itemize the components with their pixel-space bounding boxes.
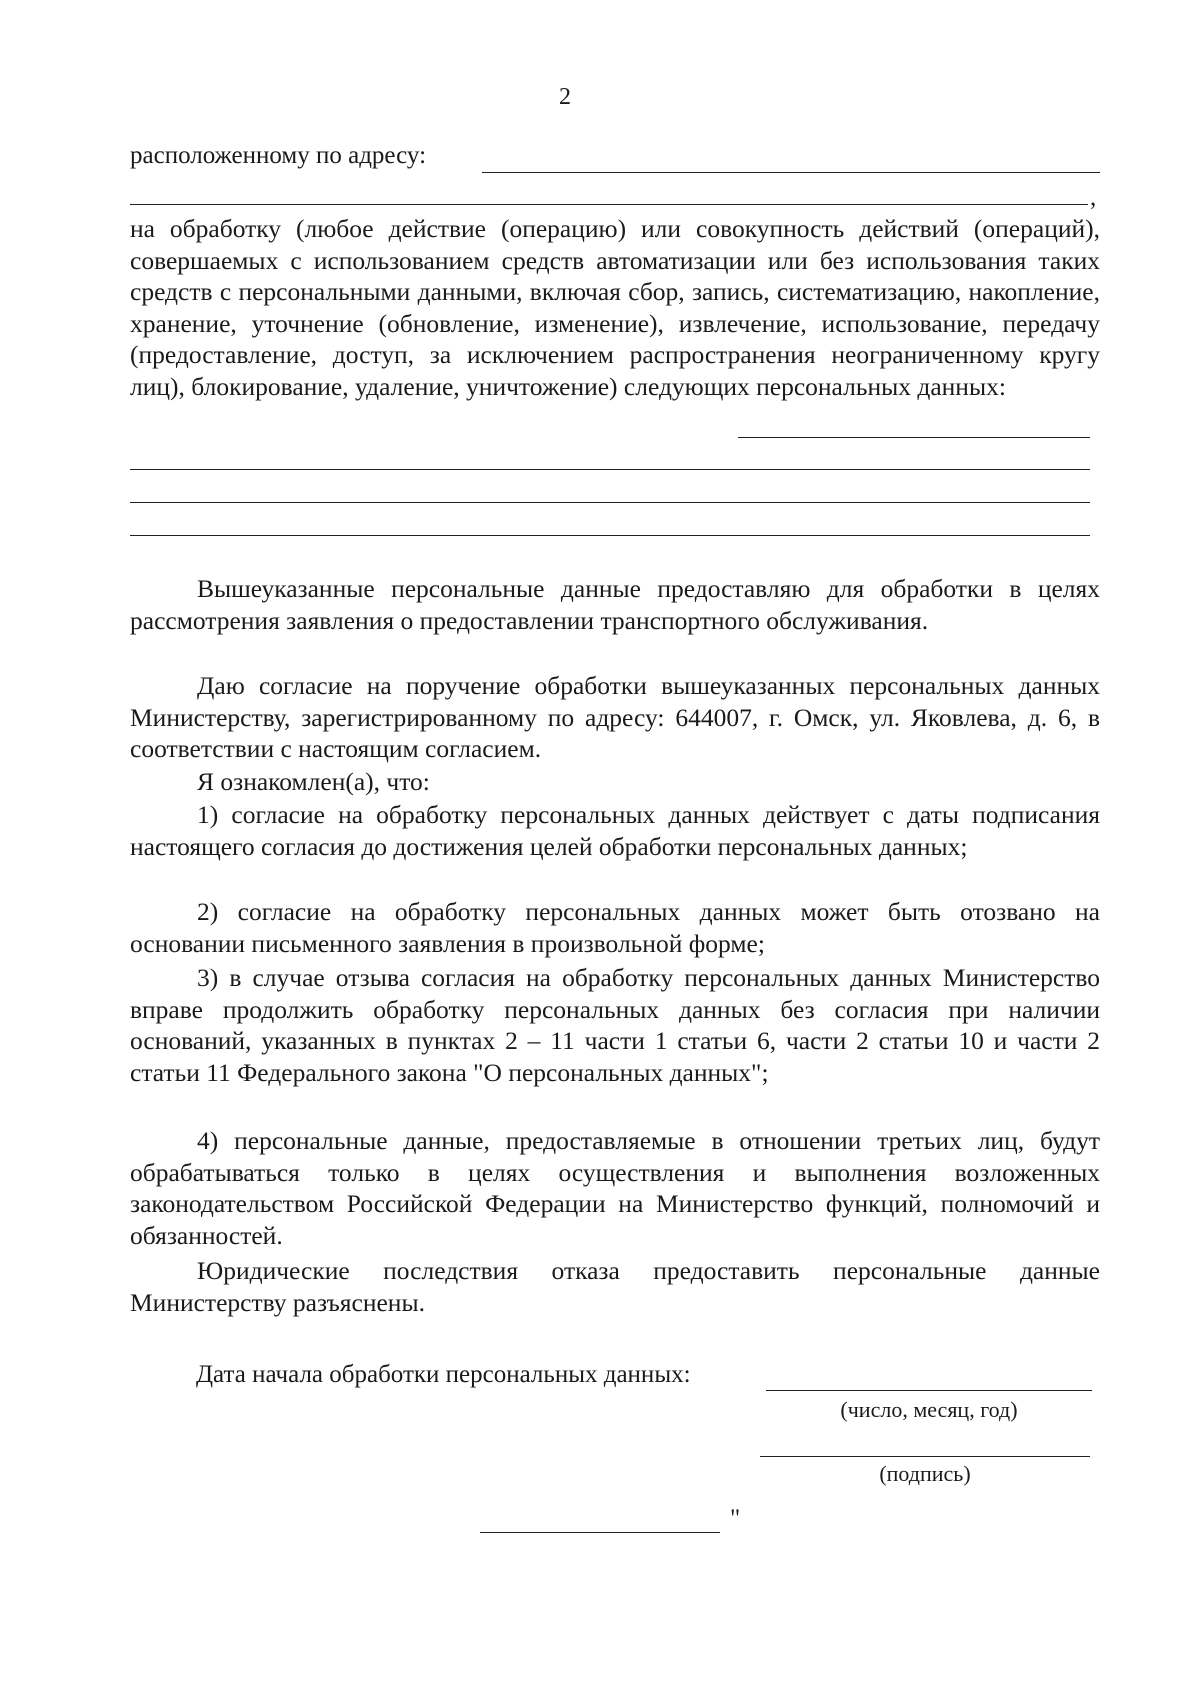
address-blank-line-1 bbox=[482, 172, 1100, 173]
item-4: 4) персональные данные, предоставляемые в отношении третьих лиц, будут обрабатываться только в целях осуществления и выполнения возложенных законодательством Российской Федерации на Министерство функций, полномочий и обязанностей. bbox=[130, 1126, 1100, 1250]
address-label: расположенному по адресу: bbox=[130, 142, 427, 169]
consequences-paragraph: Юридические последствия отказа предоставить персональные данные Министерству разъяснены. bbox=[130, 1256, 1100, 1317]
date-caption: (число, месяц, год) bbox=[840, 1397, 1018, 1422]
purpose-paragraph: Вышеуказанные персональные данные предоставляю для обработки в целях рассмотрения заявления о предоставлении транспортного обслуживания. bbox=[130, 574, 1100, 635]
start-date-label: Дата начала обработки персональных данных: bbox=[196, 1361, 691, 1388]
quote-mark: " bbox=[730, 1505, 741, 1532]
signature-blank-line bbox=[760, 1456, 1090, 1457]
page-number: 2 bbox=[559, 84, 571, 110]
personal-data-blank-line-4 bbox=[130, 535, 1090, 536]
personal-data-blank-line-1 bbox=[738, 437, 1090, 438]
item-3: 3) в случае отзыва согласия на обработку персональных данных Министерство вправе продолжить обработку персональных данных без согласия при наличии оснований, указанных в пунктах 2 – 11 части 1 статьи 6, части 2 статьи 10 и части 2 статьи 11 Федерального закона "О персональных данных"; bbox=[130, 963, 1100, 1087]
processing-paragraph: на обработку (любое действие (операцию) или совокупность действий (операций), совершаемых с использованием средств автоматизации или без использования таких средств с персональными данными, включая сбор, запись, систематизацию, накопление, хранение, уточнение (обновление, изменение), извлечение, использование, передачу (предоставление, доступ, за исключением распространения неограниченному кругу лиц), блокирование, удаление, уничтожение) следующих персональных данных: bbox=[130, 214, 1100, 401]
address-comma: , bbox=[1090, 184, 1097, 211]
personal-data-blank-line-2 bbox=[130, 469, 1090, 470]
bottom-blank-line bbox=[480, 1532, 720, 1533]
personal-data-blank-line-3 bbox=[130, 502, 1090, 503]
acknowledged-intro: Я ознакомлен(а), что: bbox=[197, 767, 430, 796]
item-2: 2) согласие на обработку персональных данных может быть отозвано на основании письменного заявления в произвольной форме; bbox=[130, 897, 1100, 958]
signature-caption: (подпись) bbox=[879, 1461, 971, 1486]
start-date-blank-line bbox=[766, 1390, 1092, 1391]
address-blank-line-2 bbox=[130, 204, 1088, 205]
item-1: 1) согласие на обработку персональных данных действует с даты подписания настоящего согласия до достижения целей обработки персональных данных; bbox=[130, 800, 1100, 861]
consent-paragraph: Даю согласие на поручение обработки вышеуказанных персональных данных Министерству, зарегистрированному по адресу: 644007, г. Омск, ул. Яковлева, д. 6, в соответствии с настоящим согласием. bbox=[130, 671, 1100, 763]
